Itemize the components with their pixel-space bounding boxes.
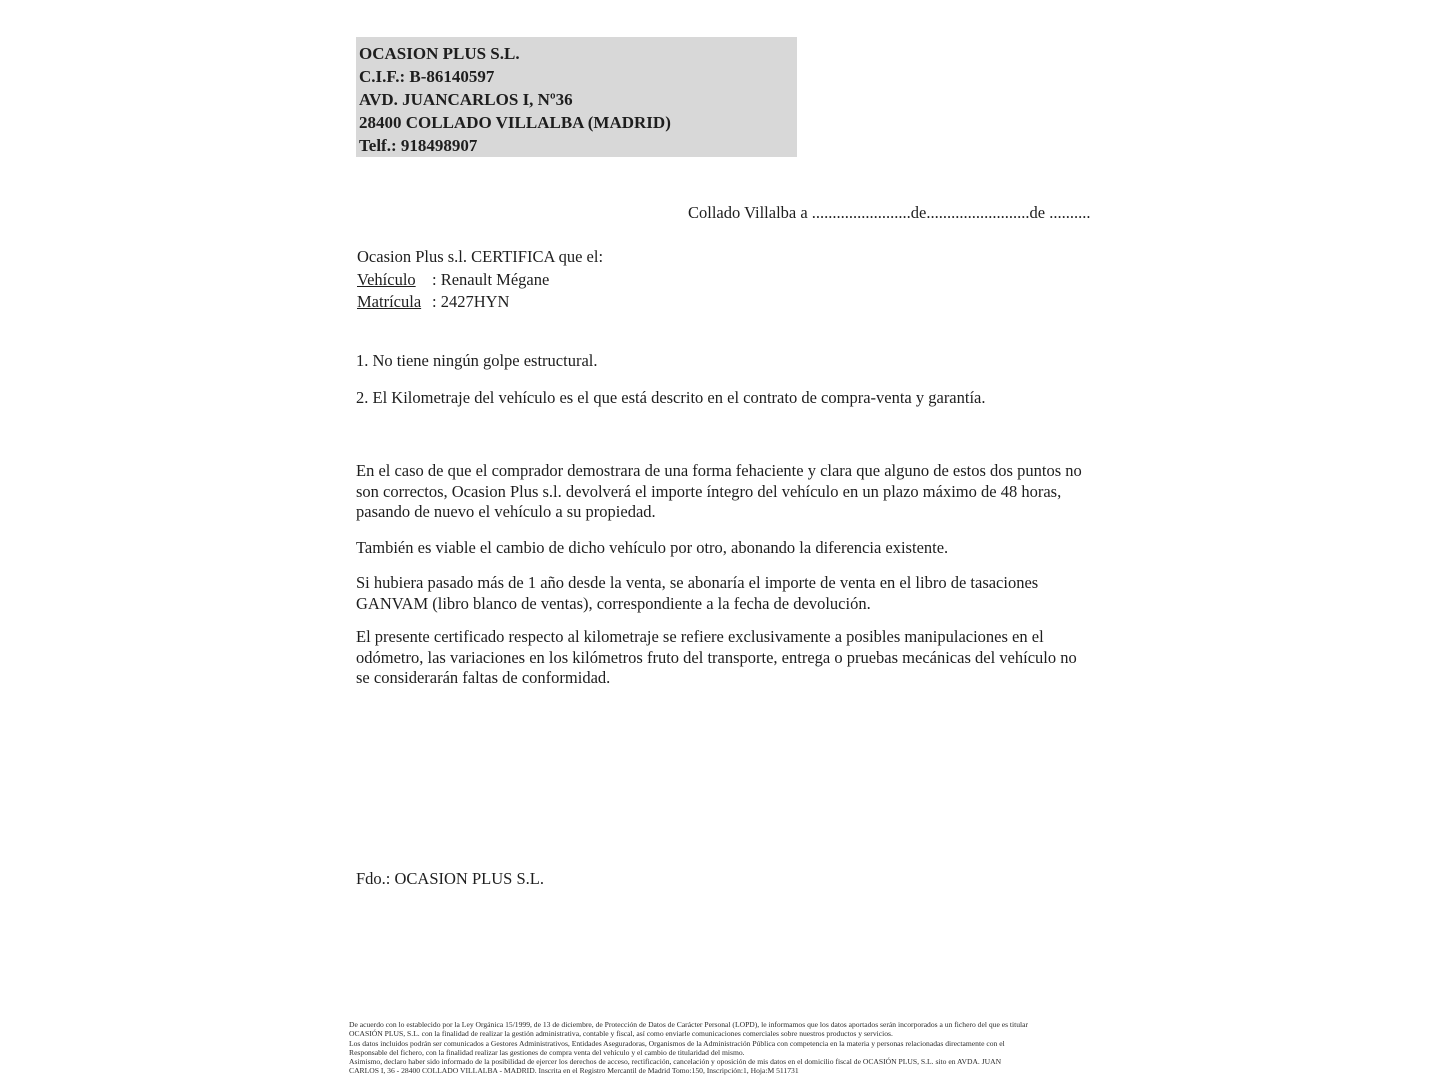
letterhead-address: AVD. JUANCARLOS I, Nº36 xyxy=(359,90,573,109)
letterhead-city: 28400 COLLADO VILLALBA (MADRID) xyxy=(359,113,671,132)
vehicle-row xyxy=(357,270,549,290)
vehicle-label-wrap xyxy=(357,270,432,290)
letterhead-company-name: OCASION PLUS S.L. xyxy=(359,44,520,63)
signature-line: Fdo.: OCASION PLUS S.L. xyxy=(356,869,544,888)
legal-footer-line-4: Responsable del fichero, con la finalidad realizar las gestiones de compra venta del vehículo y el cambio de titularidad del mismo. xyxy=(349,1047,745,1057)
certified-point-1: 1. No tiene ningún golpe estructural. xyxy=(356,351,598,370)
letterhead-phone: Telf.: 918498907 xyxy=(359,136,478,155)
paragraph-ganvam-valuation: Si hubiera pasado más de 1 año desde la venta, se abonaría el importe de venta en el libro de tasaciones GANVAM (libro blanco de ventas), correspondiente a la fecha de devolución. xyxy=(356,573,1039,613)
paragraph-odometer-scope: El presente certificado respecto al kilometraje se refiere exclusivamente a posibles manipulaciones en el odómetro, las variaciones en los kilómetros fruto del transporte, entrega o pruebas mecánicas del vehículo no se considerarán faltas de conformidad. xyxy=(356,627,1077,687)
vehicle-value: : Renault Mégane xyxy=(432,270,550,289)
vehicle-label: Vehículo xyxy=(357,270,416,289)
legal-footer-line-2: OCASIÓN PLUS, S.L. con la finalidad de realizar la gestión administrativa, contable y fiscal, así como enviarle comunicaciones comerciales sobre nuestros productos y servicios. xyxy=(349,1029,893,1039)
legal-footer xyxy=(349,1020,1109,1076)
legal-footer-line-5: Asimismo, declaro haber sido informado de la posibilidad de ejercer los derechos de acceso, rectificación, cancelación y oposición de mis datos en el domicilio fiscal de OCASIÓN PLUS, S.L. sito en AVDA. JUAN xyxy=(349,1057,1002,1067)
date-place-line: Collado Villalba a ........................de.........................de .......... xyxy=(688,203,1091,222)
certification-intro: Ocasion Plus s.l. CERTIFICA que el: xyxy=(357,247,604,266)
letterhead-block xyxy=(356,37,797,157)
certified-point-2: 2. El Kilometraje del vehículo es el que está descrito en el contrato de compra-venta y garantía. xyxy=(356,388,986,407)
legal-footer-line-6: CARLOS I, 36 - 28400 COLLADO VILLALBA - MADRID. Inscrita en el Registro Mercantil de Madrid Tomo:150, Inscripción:1, Hoja:M 511731 xyxy=(349,1066,799,1076)
paragraph-exchange-option: También es viable el cambio de dicho vehículo por otro, abonando la diferencia existente. xyxy=(356,538,949,557)
legal-footer-line-1: De acuerdo con lo establecido por la Ley Orgánica 15/1999, de 13 de diciembre, de Protección de Datos de Carácter Personal (LOPD), le informamos que los datos aportados serán incorporados a un fichero del que es titular xyxy=(349,1020,1029,1029)
plate-label: Matrícula xyxy=(357,292,422,311)
plate-value: : 2427HYN xyxy=(432,292,510,311)
legal-footer-line-3: Los datos incluidos podrán ser comunicados a Gestores Administrativos, Entidades Aseguradoras, Organismos de la Administración Pública con competencia en la materia y personas relacionadas directamente con el xyxy=(349,1038,1005,1048)
plate-label-wrap xyxy=(357,292,432,312)
letterhead-cif: C.I.F.: B-86140597 xyxy=(359,67,495,86)
plate-row xyxy=(357,292,509,312)
paragraph-refund-conditions: En el caso de que el comprador demostrara de una forma fehaciente y clara que alguno de estos dos puntos no son correctos, Ocasion Plus s.l. devolverá el importe íntegro del vehículo en un plazo máximo de 48 horas, pasando de nuevo el vehículo a su propiedad. xyxy=(356,461,1082,521)
